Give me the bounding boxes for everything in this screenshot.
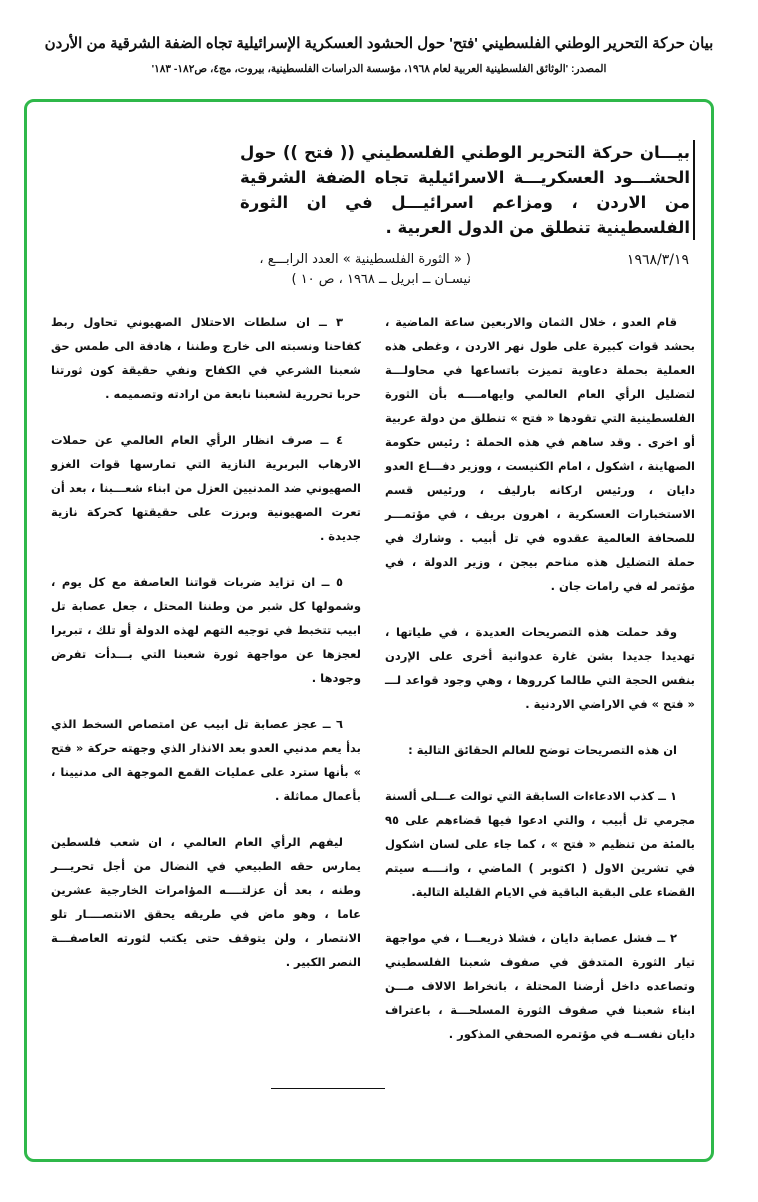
citation bbox=[221, 250, 471, 290]
paragraph: وقد حملت هذه التصريحات العديدة ، في طياتها ، تهديدا جديدا بشن غارة عدوانية أخرى على الإردن بنفس الحجة التي طالما كرروها ، وهي وجود قواعد لـــ « فتح » في الاراضي الاردنية . bbox=[385, 625, 695, 711]
document-title: بيـــان حركة التحرير الوطني الفلسطيني (( فتح )) حول الحشـــود العسكريـــة الاسرائيلية تجاه الضفة الشرقية من الاردن ، ومزاعم اسرائيـــل في ان الثورة الفلسطينية تنطلق من الدول العربية . bbox=[240, 140, 695, 240]
paragraph: ٥ ــ ان تزايد ضربات قواتنا العاصفة مع كل يوم ، وشمولها كل شبر من وطننا المحتل ، جعل عصابة تل ابيب تتخبط في توجيه التهم لهذه الدولة أو تلك ، تبريرا لعجزها عن مواجهة ثورة شعبنا التي بـــدأت تفرض وجودها . bbox=[51, 575, 361, 685]
paragraph: ١ ــ كذب الادعاءات السابقة التي توالت عـــلى ألسنة مجرمي تل أبيب ، والتي ادعوا فيها قضاءهم على ٩٥ بالمئة من تنظيم « فتح » ، كما جاء على لسان اشكول في تشرين الاول ( اكتوبر ) الماضي ، وانــــه سيتم القضاء على البقية الباقية في الايام القليلة التالية. bbox=[385, 789, 695, 899]
document-frame bbox=[24, 99, 714, 1162]
source-line: المصدر: 'الوثائق الفلسطينية العربية لعام ١٩٦٨، مؤسسة الدراسات الفلسطينية، بيروت، مج٤، ص١٨٢- ١٨٣' bbox=[151, 63, 607, 75]
document-date: ١٩٦٨/٣/١٩ bbox=[626, 252, 689, 268]
columns bbox=[51, 310, 695, 1068]
citation-line: نيسـان ــ ابريل ــ ١٩٦٨ ، ص ١٠ ) bbox=[291, 272, 471, 287]
citation-line: ( « الثورة الفلسطينية » العدد الرابـــع ، bbox=[259, 252, 471, 267]
page-title: بيان حركة التحرير الوطني الفلسطيني 'فتح' حول الحشود العسكرية الإسرائيلية تجاه الضفة الشرقية من الأردن bbox=[44, 35, 714, 52]
paragraph: قام العدو ، خلال الثمان والاربعين ساعة الماضية ، بحشد قوات كبيرة على طول نهر الاردن ، وغطى هذه العملية بحملة دعاوية تميزت باتساعها في محاولـــة لتضليل الرأي العام العالمي وايهامــــه بأن الثورة الفلسطينية التي تقودها « فتح » تنطلق من دولة عربية أو اخرى . وقد ساهم في هذه الحملة : رئيس حكومة الصهاينة ، اشكول ، امام الكنيست ، ووزير دفـــاع العدو دايان ، ورئيس اركانه بارليف ، ورئيس قسم الاستخبارات العسكرية ، اهرون بريف ، في مؤتمـــر للصحافة العالمية عقدوه في تل أبيب . وشارك في حملة التضليل هذه مناحم بيجن ، وزير الدولة ، في مؤتمر له في رامات جان . bbox=[385, 315, 695, 593]
right-column bbox=[385, 310, 695, 1068]
paragraph: ٦ ــ عجز عصابة تل ابيب عن امتصاص السخط الذي بدأ يعم مدنيي العدو بعد الانذار الذي وجهته حركة « فتح » بأنها سترد على عمليات القمع الموجهة الى مدنيينا ، بأعمال مماثلة . bbox=[51, 717, 361, 803]
left-column bbox=[51, 310, 361, 1068]
paragraph: ٢ ــ فشل عصابة دايان ، فشلا ذريعـــا ، في مواجهة تيار الثورة المتدفق في صفوف شعبنا الفلسطيني وتصاعده داخل أرضنا المحتلة ، بانخراط الالاف مـــن ابناء شعبنا في صفوف الثورة المسلحـــة ، باعتراف دايان نفســه في مؤتمره الصحفي المذكور . bbox=[385, 931, 695, 1041]
paragraph: ٣ ــ ان سلطات الاحتلال الصهيوني تحاول ربط كفاحنا ونسبته الى خارج وطننا ، هادفة الى طمس حق شعبنا الشرعي في الكفاح ونفي حقيقة كون ثورتنا حربا تحررية لشعبنا نابعة من ارادته وتصميمه . bbox=[51, 315, 361, 401]
paragraph: ليفهم الرأي العام العالمي ، ان شعب فلسطين يمارس حقه الطبيعي في النضال من أجل تحريـــر وطنه ، بعد أن عزلتــــه المؤامرات الخارجية عشرين عاما ، وهو ماض في طريقه يحقق الانتصــــار تلو الانتصار ، ولن يتوقف حتى يكتب لثورته العاصفـــة النصر الكبير . bbox=[51, 835, 361, 969]
end-separator bbox=[271, 1088, 385, 1089]
paragraph: ٤ ــ صرف انظار الرأي العام العالمي عن حملات الارهاب البربرية النازية التي تمارسها قوات الغزو الصهيوني ضد المدنيين العزل من ابناء شعـــبنا ، بعد أن تعرت الصهيونية وبرزت على حقيقتها كحركة نازية جديدة . bbox=[51, 433, 361, 543]
paragraph: ان هذه التصريحات توضح للعالم الحقائق التالية : bbox=[408, 743, 677, 757]
page-header bbox=[0, 0, 758, 77]
document-meta bbox=[51, 250, 695, 290]
